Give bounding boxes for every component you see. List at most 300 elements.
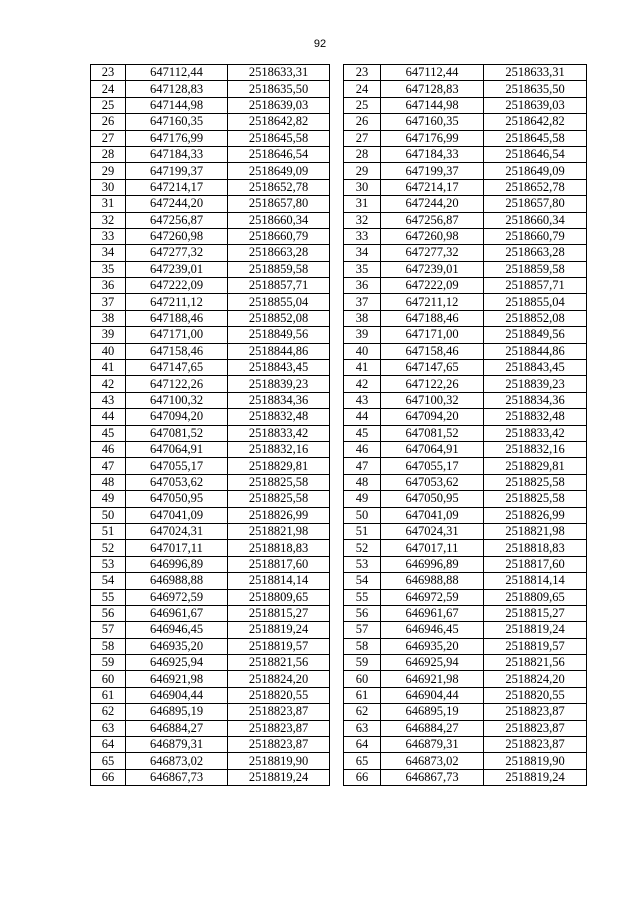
table-row <box>344 343 587 359</box>
x-coordinate-cell: 647050,95 <box>381 491 484 507</box>
y-coordinate-cell: 2518823,87 <box>228 720 330 736</box>
y-coordinate-cell: 2518825,58 <box>484 474 587 490</box>
x-coordinate-cell: 647160,35 <box>126 114 228 130</box>
table-row <box>91 556 330 572</box>
table-row <box>91 589 330 605</box>
point-number-cell: 61 <box>344 687 381 703</box>
y-coordinate-cell: 2518818,83 <box>484 540 587 556</box>
table-row <box>344 310 587 326</box>
y-coordinate-cell: 2518857,71 <box>484 278 587 294</box>
point-number-cell: 33 <box>344 228 381 244</box>
point-number-cell: 47 <box>91 458 126 474</box>
x-coordinate-cell: 646996,89 <box>381 556 484 572</box>
table-row <box>344 622 587 638</box>
y-coordinate-cell: 2518823,87 <box>484 704 587 720</box>
table-row <box>344 523 587 539</box>
table-row <box>91 343 330 359</box>
x-coordinate-cell: 646935,20 <box>381 638 484 654</box>
x-coordinate-cell: 646946,45 <box>126 622 228 638</box>
x-coordinate-cell: 646895,19 <box>381 704 484 720</box>
table-row <box>91 392 330 408</box>
y-coordinate-cell: 2518839,23 <box>484 376 587 392</box>
y-coordinate-cell: 2518639,03 <box>228 97 330 113</box>
table-row <box>91 491 330 507</box>
x-coordinate-cell: 647128,83 <box>381 81 484 97</box>
x-coordinate-cell: 647158,46 <box>381 343 484 359</box>
x-coordinate-cell: 647112,44 <box>126 65 228 81</box>
point-number-cell: 51 <box>91 523 126 539</box>
y-coordinate-cell: 2518823,87 <box>228 704 330 720</box>
x-coordinate-cell: 647277,32 <box>381 245 484 261</box>
x-coordinate-cell: 647171,00 <box>126 327 228 343</box>
x-coordinate-cell: 646935,20 <box>126 638 228 654</box>
point-number-cell: 35 <box>91 261 126 277</box>
x-coordinate-cell: 647256,87 <box>381 212 484 228</box>
point-number-cell: 38 <box>91 310 126 326</box>
point-number-cell: 33 <box>91 228 126 244</box>
y-coordinate-cell: 2518645,58 <box>484 130 587 146</box>
x-coordinate-cell: 647158,46 <box>126 343 228 359</box>
point-number-cell: 28 <box>91 146 126 162</box>
y-coordinate-cell: 2518639,03 <box>484 97 587 113</box>
y-coordinate-cell: 2518645,58 <box>228 130 330 146</box>
x-coordinate-cell: 646884,27 <box>381 720 484 736</box>
y-coordinate-cell: 2518843,45 <box>228 360 330 376</box>
point-number-cell: 24 <box>344 81 381 97</box>
x-coordinate-cell: 646972,59 <box>381 589 484 605</box>
x-coordinate-cell: 646925,94 <box>381 655 484 671</box>
point-number-cell: 64 <box>91 737 126 753</box>
point-number-cell: 40 <box>91 343 126 359</box>
table-row <box>344 589 587 605</box>
x-coordinate-cell: 646904,44 <box>381 687 484 703</box>
point-number-cell: 59 <box>91 655 126 671</box>
table-row <box>344 491 587 507</box>
y-coordinate-cell: 2518819,24 <box>228 769 330 785</box>
table-row <box>344 573 587 589</box>
table-row <box>91 196 330 212</box>
table-row <box>344 638 587 654</box>
y-coordinate-cell: 2518821,56 <box>228 655 330 671</box>
table-row <box>344 392 587 408</box>
point-number-cell: 45 <box>344 425 381 441</box>
point-number-cell: 35 <box>344 261 381 277</box>
y-coordinate-cell: 2518649,09 <box>228 163 330 179</box>
point-number-cell: 50 <box>91 507 126 523</box>
x-coordinate-cell: 646996,89 <box>126 556 228 572</box>
y-coordinate-cell: 2518832,16 <box>484 441 587 457</box>
point-number-cell: 34 <box>344 245 381 261</box>
y-coordinate-cell: 2518832,16 <box>228 441 330 457</box>
y-coordinate-cell: 2518660,79 <box>228 228 330 244</box>
x-coordinate-cell: 646946,45 <box>381 622 484 638</box>
x-coordinate-cell: 647256,87 <box>126 212 228 228</box>
y-coordinate-cell: 2518823,87 <box>484 737 587 753</box>
y-coordinate-cell: 2518823,87 <box>228 737 330 753</box>
table-row <box>344 671 587 687</box>
y-coordinate-cell: 2518859,58 <box>484 261 587 277</box>
y-coordinate-cell: 2518852,08 <box>228 310 330 326</box>
table-row <box>344 769 587 785</box>
x-coordinate-cell: 647176,99 <box>126 130 228 146</box>
y-coordinate-cell: 2518817,60 <box>484 556 587 572</box>
point-number-cell: 24 <box>91 81 126 97</box>
y-coordinate-cell: 2518832,48 <box>484 409 587 425</box>
y-coordinate-cell: 2518843,45 <box>484 360 587 376</box>
point-number-cell: 53 <box>91 556 126 572</box>
y-coordinate-cell: 2518852,08 <box>484 310 587 326</box>
y-coordinate-cell: 2518834,36 <box>484 392 587 408</box>
point-number-cell: 31 <box>344 196 381 212</box>
x-coordinate-cell: 647147,65 <box>126 360 228 376</box>
y-coordinate-cell: 2518819,57 <box>228 638 330 654</box>
table-row <box>344 196 587 212</box>
x-coordinate-cell: 646873,02 <box>126 753 228 769</box>
x-coordinate-cell: 646867,73 <box>126 769 228 785</box>
table-row <box>91 228 330 244</box>
x-coordinate-cell: 646961,67 <box>126 605 228 621</box>
point-number-cell: 37 <box>91 294 126 310</box>
point-number-cell: 62 <box>91 704 126 720</box>
y-coordinate-cell: 2518814,14 <box>228 573 330 589</box>
y-coordinate-cell: 2518635,50 <box>228 81 330 97</box>
x-coordinate-cell: 647053,62 <box>381 474 484 490</box>
x-coordinate-cell: 647122,26 <box>381 376 484 392</box>
y-coordinate-cell: 2518814,14 <box>484 573 587 589</box>
table-row <box>91 327 330 343</box>
point-number-cell: 23 <box>91 65 126 81</box>
table-row <box>91 638 330 654</box>
point-number-cell: 59 <box>344 655 381 671</box>
page-number: 92 <box>313 38 327 50</box>
x-coordinate-cell: 647041,09 <box>381 507 484 523</box>
y-coordinate-cell: 2518642,82 <box>484 114 587 130</box>
point-number-cell: 51 <box>344 523 381 539</box>
y-coordinate-cell: 2518633,31 <box>228 65 330 81</box>
table-row <box>344 720 587 736</box>
point-number-cell: 28 <box>344 146 381 162</box>
y-coordinate-cell: 2518815,27 <box>228 605 330 621</box>
point-number-cell: 30 <box>91 179 126 195</box>
point-number-cell: 42 <box>91 376 126 392</box>
y-coordinate-cell: 2518819,90 <box>228 753 330 769</box>
x-coordinate-cell: 646988,88 <box>381 573 484 589</box>
y-coordinate-cell: 2518649,09 <box>484 163 587 179</box>
point-number-cell: 36 <box>344 278 381 294</box>
table-row <box>344 507 587 523</box>
point-number-cell: 34 <box>91 245 126 261</box>
point-number-cell: 57 <box>344 622 381 638</box>
x-coordinate-cell: 647176,99 <box>381 130 484 146</box>
x-coordinate-cell: 647100,32 <box>126 392 228 408</box>
x-coordinate-cell: 647122,26 <box>126 376 228 392</box>
table-row <box>91 720 330 736</box>
y-coordinate-cell: 2518815,27 <box>484 605 587 621</box>
x-coordinate-cell: 647144,98 <box>381 97 484 113</box>
y-coordinate-cell: 2518823,87 <box>484 720 587 736</box>
y-coordinate-cell: 2518646,54 <box>228 146 330 162</box>
y-coordinate-cell: 2518652,78 <box>484 179 587 195</box>
x-coordinate-cell: 647211,12 <box>381 294 484 310</box>
x-coordinate-cell: 647260,98 <box>381 228 484 244</box>
point-number-cell: 62 <box>344 704 381 720</box>
y-coordinate-cell: 2518663,28 <box>228 245 330 261</box>
table-row <box>91 179 330 195</box>
point-number-cell: 54 <box>344 573 381 589</box>
x-coordinate-cell: 647144,98 <box>126 97 228 113</box>
point-number-cell: 66 <box>344 769 381 785</box>
point-number-cell: 55 <box>91 589 126 605</box>
x-coordinate-cell: 646972,59 <box>126 589 228 605</box>
y-coordinate-cell: 2518633,31 <box>484 65 587 81</box>
table-row <box>91 655 330 671</box>
y-coordinate-cell: 2518819,90 <box>484 753 587 769</box>
point-number-cell: 64 <box>344 737 381 753</box>
x-coordinate-cell: 647081,52 <box>381 425 484 441</box>
table-row <box>344 409 587 425</box>
coordinates-table-right <box>343 64 587 786</box>
point-number-cell: 57 <box>91 622 126 638</box>
x-coordinate-cell: 647017,11 <box>126 540 228 556</box>
table-row <box>91 376 330 392</box>
y-coordinate-cell: 2518657,80 <box>484 196 587 212</box>
x-coordinate-cell: 647050,95 <box>126 491 228 507</box>
x-coordinate-cell: 647244,20 <box>126 196 228 212</box>
point-number-cell: 30 <box>344 179 381 195</box>
y-coordinate-cell: 2518855,04 <box>484 294 587 310</box>
point-number-cell: 54 <box>91 573 126 589</box>
table-row <box>344 212 587 228</box>
table-row <box>344 278 587 294</box>
y-coordinate-cell: 2518824,20 <box>484 671 587 687</box>
point-number-cell: 44 <box>91 409 126 425</box>
table-row <box>344 97 587 113</box>
table-row <box>91 507 330 523</box>
table-row <box>344 114 587 130</box>
table-row <box>344 556 587 572</box>
point-number-cell: 31 <box>91 196 126 212</box>
point-number-cell: 32 <box>344 212 381 228</box>
point-number-cell: 63 <box>344 720 381 736</box>
y-coordinate-cell: 2518859,58 <box>228 261 330 277</box>
table-row <box>344 704 587 720</box>
table-row <box>91 294 330 310</box>
x-coordinate-cell: 647055,17 <box>381 458 484 474</box>
point-number-cell: 23 <box>344 65 381 81</box>
y-coordinate-cell: 2518820,55 <box>484 687 587 703</box>
y-coordinate-cell: 2518646,54 <box>484 146 587 162</box>
table-row <box>91 622 330 638</box>
point-number-cell: 46 <box>344 441 381 457</box>
y-coordinate-cell: 2518652,78 <box>228 179 330 195</box>
table-row <box>344 65 587 81</box>
table-row <box>344 687 587 703</box>
table-row <box>91 441 330 457</box>
x-coordinate-cell: 647053,62 <box>126 474 228 490</box>
x-coordinate-cell: 647081,52 <box>126 425 228 441</box>
point-number-cell: 60 <box>344 671 381 687</box>
point-number-cell: 44 <box>344 409 381 425</box>
y-coordinate-cell: 2518819,57 <box>484 638 587 654</box>
point-number-cell: 41 <box>344 360 381 376</box>
point-number-cell: 49 <box>91 491 126 507</box>
x-coordinate-cell: 647244,20 <box>381 196 484 212</box>
point-number-cell: 56 <box>344 605 381 621</box>
point-number-cell: 63 <box>91 720 126 736</box>
table-row <box>91 65 330 81</box>
table-row <box>91 97 330 113</box>
point-number-cell: 32 <box>91 212 126 228</box>
y-coordinate-cell: 2518820,55 <box>228 687 330 703</box>
point-number-cell: 65 <box>91 753 126 769</box>
x-coordinate-cell: 646879,31 <box>126 737 228 753</box>
table-row <box>344 163 587 179</box>
y-coordinate-cell: 2518821,98 <box>228 523 330 539</box>
x-coordinate-cell: 646873,02 <box>381 753 484 769</box>
y-coordinate-cell: 2518834,36 <box>228 392 330 408</box>
point-number-cell: 58 <box>344 638 381 654</box>
y-coordinate-cell: 2518824,20 <box>228 671 330 687</box>
y-coordinate-cell: 2518829,81 <box>228 458 330 474</box>
x-coordinate-cell: 647128,83 <box>126 81 228 97</box>
x-coordinate-cell: 647064,91 <box>126 441 228 457</box>
table-row <box>344 179 587 195</box>
table-left-body <box>91 65 330 786</box>
y-coordinate-cell: 2518635,50 <box>484 81 587 97</box>
y-coordinate-cell: 2518819,24 <box>228 622 330 638</box>
table-row <box>344 458 587 474</box>
table-row <box>91 130 330 146</box>
point-number-cell: 49 <box>344 491 381 507</box>
table-row <box>344 245 587 261</box>
x-coordinate-cell: 647222,09 <box>126 278 228 294</box>
point-number-cell: 43 <box>91 392 126 408</box>
x-coordinate-cell: 647199,37 <box>381 163 484 179</box>
table-row <box>344 425 587 441</box>
y-coordinate-cell: 2518821,98 <box>484 523 587 539</box>
x-coordinate-cell: 647214,17 <box>381 179 484 195</box>
x-coordinate-cell: 646988,88 <box>126 573 228 589</box>
point-number-cell: 41 <box>91 360 126 376</box>
table-row <box>91 737 330 753</box>
table-row <box>344 81 587 97</box>
point-number-cell: 46 <box>91 441 126 457</box>
table-row <box>91 114 330 130</box>
y-coordinate-cell: 2518826,99 <box>484 507 587 523</box>
x-coordinate-cell: 647041,09 <box>126 507 228 523</box>
point-number-cell: 47 <box>344 458 381 474</box>
x-coordinate-cell: 647112,44 <box>381 65 484 81</box>
table-row <box>91 769 330 785</box>
point-number-cell: 26 <box>344 114 381 130</box>
point-number-cell: 65 <box>344 753 381 769</box>
table-row <box>344 474 587 490</box>
table-row <box>91 360 330 376</box>
x-coordinate-cell: 646879,31 <box>381 737 484 753</box>
table-row <box>91 409 330 425</box>
table-row <box>91 704 330 720</box>
x-coordinate-cell: 646904,44 <box>126 687 228 703</box>
table-row <box>91 278 330 294</box>
y-coordinate-cell: 2518817,60 <box>228 556 330 572</box>
point-number-cell: 60 <box>91 671 126 687</box>
y-coordinate-cell: 2518660,79 <box>484 228 587 244</box>
point-number-cell: 50 <box>344 507 381 523</box>
point-number-cell: 53 <box>344 556 381 572</box>
table-row <box>91 146 330 162</box>
table-row <box>344 228 587 244</box>
point-number-cell: 25 <box>344 97 381 113</box>
x-coordinate-cell: 646884,27 <box>126 720 228 736</box>
y-coordinate-cell: 2518660,34 <box>484 212 587 228</box>
table-row <box>91 310 330 326</box>
y-coordinate-cell: 2518809,65 <box>484 589 587 605</box>
point-number-cell: 52 <box>91 540 126 556</box>
point-number-cell: 25 <box>91 97 126 113</box>
x-coordinate-cell: 646867,73 <box>381 769 484 785</box>
table-row <box>91 425 330 441</box>
point-number-cell: 61 <box>91 687 126 703</box>
y-coordinate-cell: 2518825,58 <box>228 491 330 507</box>
table-row <box>91 605 330 621</box>
table-row <box>91 687 330 703</box>
point-number-cell: 48 <box>91 474 126 490</box>
x-coordinate-cell: 647239,01 <box>381 261 484 277</box>
x-coordinate-cell: 647239,01 <box>126 261 228 277</box>
point-number-cell: 56 <box>91 605 126 621</box>
y-coordinate-cell: 2518660,34 <box>228 212 330 228</box>
point-number-cell: 38 <box>344 310 381 326</box>
table-row <box>344 146 587 162</box>
y-coordinate-cell: 2518857,71 <box>228 278 330 294</box>
point-number-cell: 66 <box>91 769 126 785</box>
y-coordinate-cell: 2518663,28 <box>484 245 587 261</box>
x-coordinate-cell: 647184,33 <box>381 146 484 162</box>
table-row <box>344 327 587 343</box>
point-number-cell: 29 <box>344 163 381 179</box>
table-row <box>344 376 587 392</box>
table-row <box>91 245 330 261</box>
y-coordinate-cell: 2518833,42 <box>228 425 330 441</box>
x-coordinate-cell: 647260,98 <box>126 228 228 244</box>
x-coordinate-cell: 647188,46 <box>381 310 484 326</box>
x-coordinate-cell: 647055,17 <box>126 458 228 474</box>
x-coordinate-cell: 647277,32 <box>126 245 228 261</box>
x-coordinate-cell: 647017,11 <box>381 540 484 556</box>
point-number-cell: 27 <box>344 130 381 146</box>
y-coordinate-cell: 2518809,65 <box>228 589 330 605</box>
y-coordinate-cell: 2518825,58 <box>484 491 587 507</box>
table-row <box>91 573 330 589</box>
table-row <box>91 753 330 769</box>
y-coordinate-cell: 2518855,04 <box>228 294 330 310</box>
table-row <box>91 474 330 490</box>
table-row <box>344 737 587 753</box>
y-coordinate-cell: 2518849,56 <box>484 327 587 343</box>
table-row <box>344 130 587 146</box>
point-number-cell: 40 <box>344 343 381 359</box>
table-row <box>91 540 330 556</box>
table-row <box>344 360 587 376</box>
point-number-cell: 42 <box>344 376 381 392</box>
point-number-cell: 36 <box>91 278 126 294</box>
y-coordinate-cell: 2518642,82 <box>228 114 330 130</box>
y-coordinate-cell: 2518826,99 <box>228 507 330 523</box>
table-row <box>91 458 330 474</box>
table-row <box>344 605 587 621</box>
table-row <box>344 294 587 310</box>
y-coordinate-cell: 2518844,86 <box>228 343 330 359</box>
